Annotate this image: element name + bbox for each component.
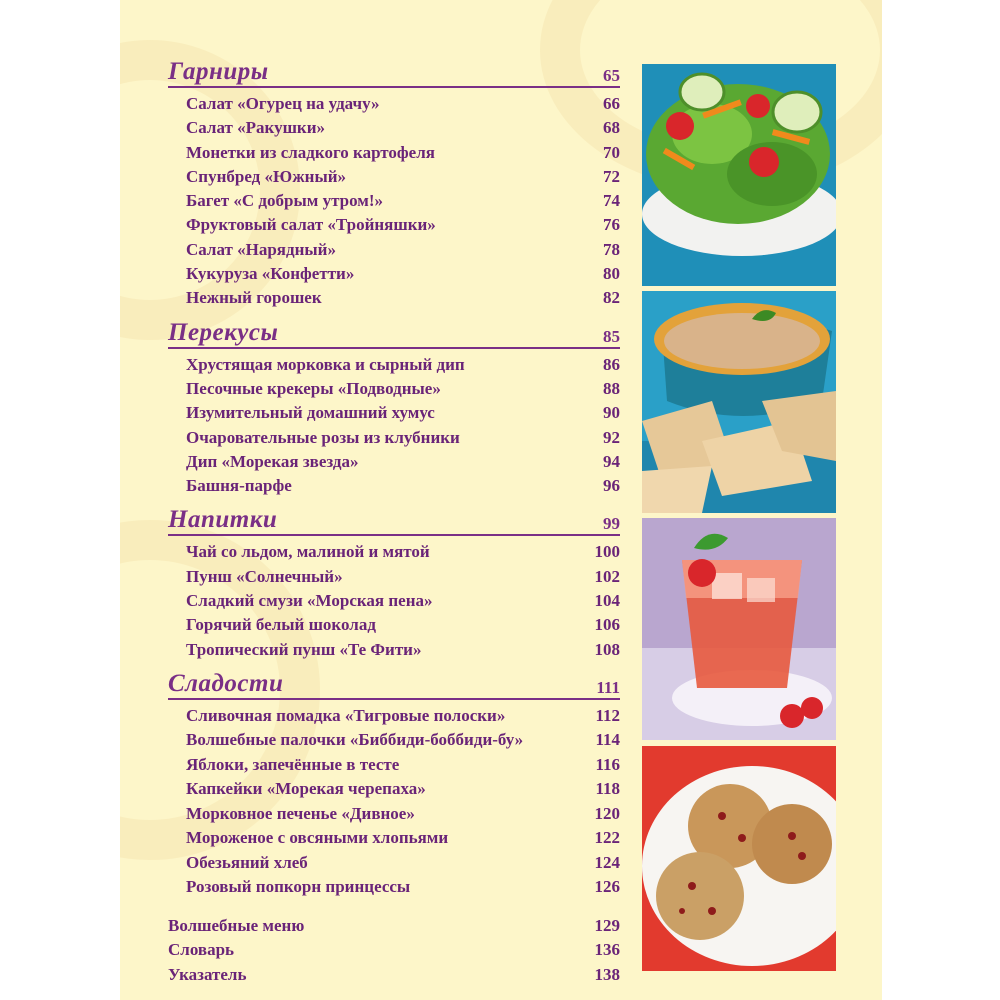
entry-page: 96 — [603, 476, 620, 496]
entry-title: Дип «Морекая звезда» — [186, 451, 359, 471]
section-page: 85 — [603, 326, 620, 346]
section-title: Напитки — [168, 506, 278, 534]
entry-title: Сливочная помадка «Тигровые полоски» — [186, 705, 506, 725]
back-matter-list — [168, 914, 620, 987]
entry-title: Фруктовый салат «Тройняшки» — [186, 215, 436, 235]
entry-page: 68 — [603, 118, 620, 138]
entry-page: 76 — [603, 215, 620, 235]
salad-photo — [642, 64, 836, 286]
section-heading[interactable] — [168, 56, 620, 88]
toc-entry[interactable] — [168, 963, 620, 987]
section-title: Гарниры — [168, 58, 269, 85]
toc-entry[interactable] — [168, 213, 620, 237]
toc-entry[interactable] — [168, 238, 620, 262]
toc-entry[interactable] — [168, 777, 620, 802]
table-of-contents — [168, 56, 620, 987]
entry-title: Яблоки, запечённые в тесте — [186, 754, 400, 774]
entry-page: 92 — [603, 427, 620, 447]
toc-entry[interactable] — [168, 826, 620, 851]
entry-title: Обезьяний хлеб — [186, 852, 308, 872]
entry-title: Очаровательные розы из клубники — [186, 427, 460, 447]
iced-tea-photo — [642, 518, 836, 740]
entry-title: Изумительный домашний хумус — [186, 403, 435, 423]
toc-entry[interactable] — [168, 116, 620, 140]
entry-title: Горячий белый шоколад — [186, 615, 376, 635]
entry-page: 94 — [603, 451, 620, 471]
entry-title: Салат «Ракушки» — [186, 118, 326, 138]
entry-page: 112 — [595, 705, 620, 725]
entry-title: Спунбред «Южный» — [186, 166, 347, 186]
entry-title: Салат «Нарядный» — [186, 239, 336, 259]
toc-entry[interactable] — [168, 753, 620, 778]
entry-title: Указатель — [168, 964, 247, 984]
toc-entry[interactable] — [168, 401, 620, 425]
entry-title: Капкейки «Морекая черепаха» — [186, 779, 426, 799]
entry-page: 80 — [603, 264, 620, 284]
entry-page: 90 — [603, 403, 620, 423]
toc-entry[interactable] — [168, 450, 620, 474]
toc-entry[interactable] — [168, 613, 620, 637]
entry-page: 114 — [595, 730, 620, 750]
entry-title: Монетки из сладкого картофеля — [186, 142, 435, 162]
toc-entry[interactable] — [168, 353, 620, 377]
toc-entry[interactable] — [168, 474, 620, 498]
entry-page: 118 — [595, 779, 620, 799]
toc-entry[interactable] — [168, 286, 620, 310]
toc-entry[interactable] — [168, 189, 620, 213]
entry-page: 74 — [603, 191, 620, 211]
section-heading[interactable] — [168, 668, 620, 700]
hummus-pita-photo — [642, 291, 836, 513]
toc-entry[interactable] — [168, 377, 620, 401]
entry-title: Словарь — [168, 940, 235, 960]
toc-section — [168, 504, 620, 661]
entry-page: 126 — [594, 877, 620, 897]
toc-entry[interactable] — [168, 262, 620, 286]
toc-entry[interactable] — [168, 728, 620, 753]
toc-entry[interactable] — [168, 802, 620, 827]
entry-page: 78 — [603, 239, 620, 259]
entry-title: Тропический пунш «Те Фити» — [186, 639, 422, 659]
entry-page: 104 — [594, 591, 620, 611]
section-heading[interactable] — [168, 504, 620, 536]
toc-entry[interactable] — [168, 851, 620, 876]
toc-entry[interactable] — [168, 704, 620, 729]
entry-page: 136 — [594, 940, 620, 960]
section-title: Перекусы — [168, 318, 279, 346]
entry-page: 120 — [594, 803, 620, 823]
toc-section — [168, 668, 620, 900]
oat-cookies-photo — [642, 746, 836, 971]
toc-entry[interactable] — [168, 92, 620, 116]
entry-page: 116 — [595, 754, 620, 774]
section-title: Сладости — [168, 669, 284, 697]
entry-page: 66 — [603, 94, 620, 113]
book-page — [120, 0, 882, 1000]
entry-title: Кукуруза «Конфетти» — [186, 264, 355, 284]
toc-entry[interactable] — [168, 540, 620, 564]
entry-page: 86 — [603, 354, 620, 374]
section-page: 65 — [603, 66, 620, 85]
toc-section — [168, 56, 620, 311]
section-page: 111 — [596, 677, 620, 697]
toc-entry[interactable] — [168, 875, 620, 900]
entry-title: Розовый попкорн принцессы — [186, 877, 411, 897]
toc-entry[interactable] — [168, 165, 620, 189]
entry-page: 70 — [603, 142, 620, 162]
toc-entry[interactable] — [168, 426, 620, 450]
section-page: 99 — [603, 514, 620, 534]
entry-page: 124 — [594, 852, 620, 872]
toc-entry[interactable] — [168, 914, 620, 938]
entry-page: 82 — [603, 288, 620, 308]
entry-page: 106 — [594, 615, 620, 635]
toc-section — [168, 317, 620, 499]
entry-title: Башня-парфе — [186, 476, 292, 496]
entry-title: Сладкий смузи «Морская пена» — [186, 591, 433, 611]
entry-title: Нежный горошек — [186, 288, 322, 308]
entry-page: 72 — [603, 166, 620, 186]
entry-page: 88 — [603, 378, 620, 398]
entry-title: Багет «С добрым утром!» — [186, 191, 383, 211]
entry-page: 108 — [594, 639, 620, 659]
entry-title: Чай со льдом, малиной и мятой — [186, 542, 430, 562]
photo-column — [642, 64, 836, 971]
entry-page: 100 — [594, 542, 620, 562]
entry-title: Волшебные палочки «Биббиди-боббиди-бу» — [186, 730, 524, 750]
entry-page: 122 — [594, 828, 620, 848]
entry-title: Волшебные меню — [168, 915, 305, 935]
entry-title: Салат «Огурец на удачу» — [186, 94, 380, 113]
toc-entry[interactable] — [168, 638, 620, 662]
entry-page: 138 — [594, 964, 620, 984]
entry-title: Хрустящая морковка и сырный дип — [186, 354, 465, 374]
entry-title: Пунш «Солнечный» — [186, 566, 343, 586]
entry-page: 102 — [594, 566, 620, 586]
toc-entry[interactable] — [168, 589, 620, 613]
toc-entry[interactable] — [168, 565, 620, 589]
entry-title: Песочные крекеры «Подводные» — [186, 378, 441, 398]
entry-title: Мороженое с овсяными хлопьями — [186, 828, 449, 848]
entry-page: 129 — [594, 915, 620, 935]
section-heading[interactable] — [168, 317, 620, 349]
entry-title: Морковное печенье «Дивное» — [186, 803, 415, 823]
toc-entry[interactable] — [168, 938, 620, 962]
toc-entry[interactable] — [168, 141, 620, 165]
